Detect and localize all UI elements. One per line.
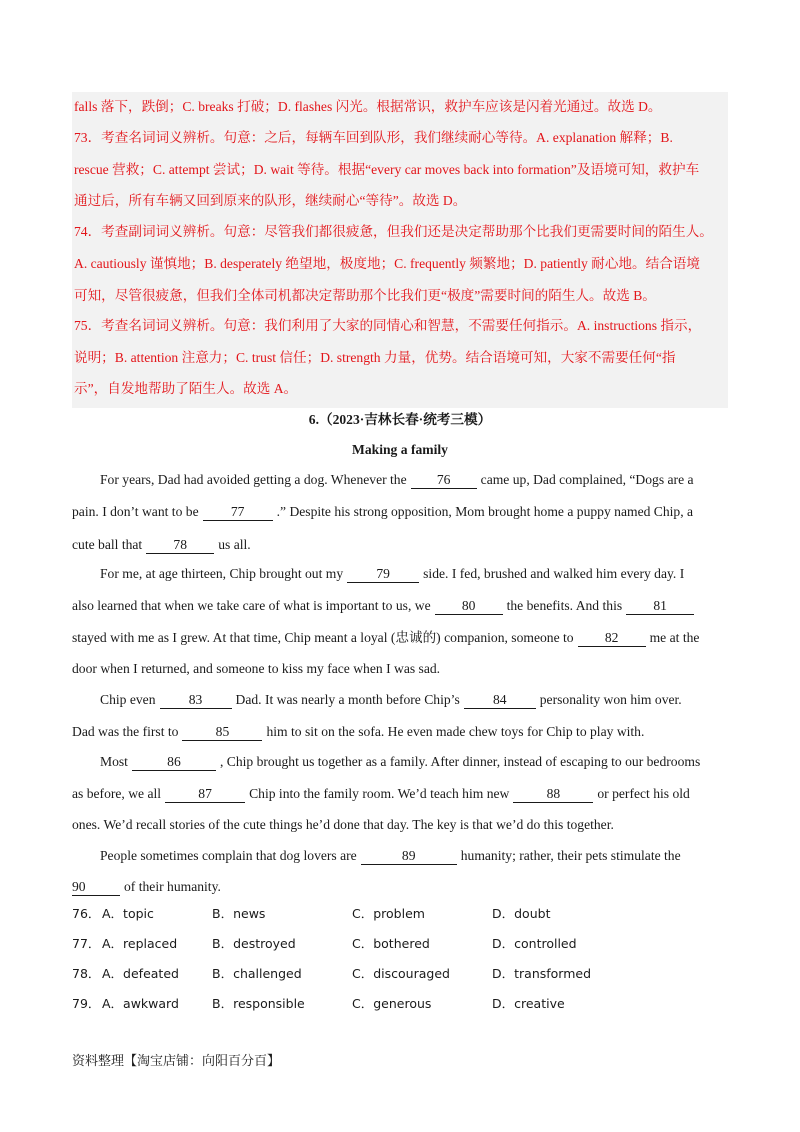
passage-line: People sometimes complain that dog lovers are 89 humanity; rather, their pets stimulate the	[100, 848, 681, 863]
blank-85: 85	[182, 724, 262, 741]
option-b: B．challenged	[212, 966, 302, 981]
blank-86: 86	[132, 754, 216, 771]
answer-line: rescue 营救；C. attempt 尝试；D. wait 等待。根据“every car moves back into formation”及语境可知，救护车	[74, 162, 700, 177]
blank-82: 82	[578, 630, 646, 647]
answer-line: 可知，尽管很疲惫，但我们全体司机都决定帮助那个比我们更“极度”需要时间的陌生人。故选 B。	[74, 288, 656, 303]
option-c: C．problem	[352, 906, 425, 921]
option-c: C．generous	[352, 996, 432, 1011]
blank-81: 81	[626, 598, 694, 615]
option-a: A．topic	[102, 906, 154, 921]
option-b: B．news	[212, 906, 266, 921]
blank-87: 87	[165, 786, 245, 803]
blank-88: 88	[513, 786, 593, 803]
passage-line: Most 86 , Chip brought us together as a family. After dinner, instead of escaping to our bedrooms	[100, 754, 701, 769]
option-number: 79．	[72, 996, 101, 1011]
option-a: A．replaced	[102, 936, 178, 951]
option-d: D．creative	[492, 996, 565, 1011]
footer-note: 资料整理【淘宝店铺：向阳百分百】	[72, 1054, 281, 1069]
option-number: 76．	[72, 906, 101, 921]
option-d: D．controlled	[492, 936, 577, 951]
passage-line: also learned that when we take care of what is important to us, we 80 the benefits. And this 81	[72, 598, 698, 615]
passage-line: For me, at age thirteen, Chip brought out my 79 side. I fed, brushed and walked him every day. I	[100, 566, 685, 581]
blank-77: 77	[203, 504, 273, 521]
passage-line: cute ball that 78 us all.	[72, 537, 251, 552]
option-a: A．defeated	[102, 966, 179, 981]
answer-line: A. cautiously 谨慎地；B. desperately 绝望地，极度地；C. frequently 频繁地；D. patiently 耐心地。结合语境	[74, 256, 700, 271]
answer-line: 74．考查副词词义辨析。句意：尽管我们都很疲惫，但我们还是决定帮助那个比我们更需要时间的陌生人。	[74, 224, 713, 239]
answer-line: 示”，自发地帮助了陌生人。故选 A。	[74, 381, 298, 396]
blank-83: 83	[160, 692, 232, 709]
option-c: C．bothered	[352, 936, 430, 951]
option-number: 77．	[72, 936, 101, 951]
blank-79: 79	[347, 566, 419, 583]
passage-line: ones. We’d recall stories of the cute things he’d done that day. The key is that we’d do this together.	[72, 817, 614, 832]
question-source: 6.（2023·吉林长春·统考三模）	[308, 412, 492, 427]
option-a: A．awkward	[102, 996, 179, 1011]
passage-line: stayed with me as I grew. At that time, Chip meant a loyal (忠诚的) companion, someone to 82 me at the	[72, 630, 700, 645]
blank-84: 84	[464, 692, 536, 709]
option-d: D．transformed	[492, 966, 592, 981]
answer-line: falls 落下，跌倒；C. breaks 打破；D. flashes 闪光。根据常识，救护车应该是闪着光通过。故选 D。	[74, 99, 662, 114]
passage-line: Chip even 83 Dad. It was nearly a month before Chip’s 84 personality won him over.	[100, 692, 682, 707]
passage-line: 90 of their humanity.	[72, 879, 221, 894]
option-number: 78．	[72, 966, 101, 981]
option-b: B．responsible	[212, 996, 305, 1011]
option-d: D．doubt	[492, 906, 551, 921]
blank-78: 78	[146, 537, 214, 554]
passage-line: pain. I don’t want to be 77 .” Despite his strong opposition, Mom brought home a puppy named Chip, a	[72, 504, 694, 519]
answer-line: 说明；B. attention 注意力；C. trust 信任；D. strength 力量，优势。结合语境可知，大家不需要任何“指	[74, 350, 676, 365]
passage-line: Dad was the first to 85 him to sit on the sofa. He even made chew toys for Chip to play with.	[72, 724, 645, 739]
answer-line: 75．考查名词词义辨析。句意：我们利用了大家的同情心和智慧，不需要任何指示。A. instructions 指示，	[74, 318, 702, 333]
option-c: C．discouraged	[352, 966, 450, 981]
passage-line: For years, Dad had avoided getting a dog. Whenever the 76 came up, Dad complained, “Dogs are a	[100, 472, 694, 487]
option-b: B．destroyed	[212, 936, 296, 951]
answer-line: 通过后，所有车辆又回到原来的队形，继续耐心“等待”。故选 D。	[74, 193, 467, 208]
blank-89: 89	[361, 848, 457, 865]
blank-76: 76	[411, 472, 477, 489]
passage-line: as before, we all 87 Chip into the family room. We’d teach him new 88 or perfect his old	[72, 786, 690, 801]
blank-80: 80	[435, 598, 503, 615]
blank-90: 90	[72, 879, 120, 896]
passage-line: door when I returned, and someone to kiss my face when I was sad.	[72, 661, 441, 676]
answer-line: 73．考查名词词义辨析。句意：之后，每辆车回到队形，我们继续耐心等待。A. explanation 解释；B.	[74, 130, 673, 145]
passage-title: Making a family	[352, 442, 448, 457]
